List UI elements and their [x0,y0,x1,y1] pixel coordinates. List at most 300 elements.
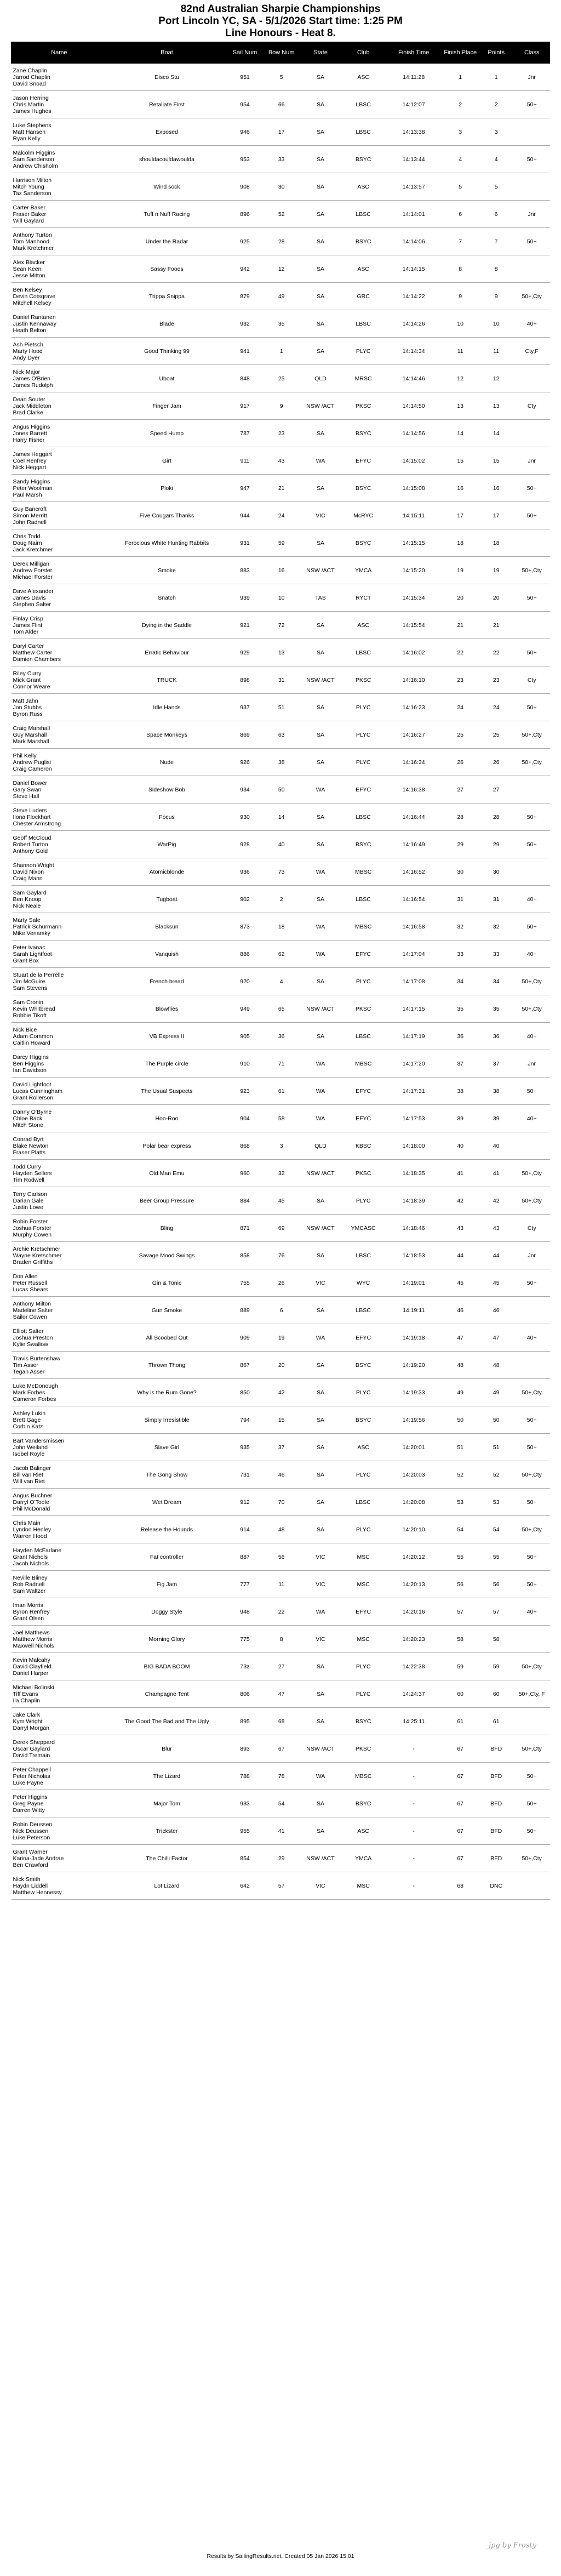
table-row [12,64,550,91]
crew-name: David Snoad [13,80,46,87]
finish-time-cell: - [385,1790,442,1817]
sail-num-cell: 731 [227,1461,264,1489]
state-cell: WA [300,1598,341,1626]
table-row [12,1872,550,1900]
state-cell: SA [300,612,341,639]
bow-num-cell: 78 [263,1763,300,1790]
class-cell: 40+ [514,941,550,968]
boat-cell: Atomicblonde [107,858,226,886]
boat-cell: Trippa Snippa [107,283,226,310]
crew-name: David Lightfoot [13,1081,51,1088]
finish-time-cell: 14:15:34 [385,584,442,612]
finish-time-cell: 14:20:16 [385,1598,442,1626]
crew-name: Jake Clark [13,1711,41,1718]
crew-name: Daniel Bower [13,779,47,787]
crew-name: Jack Middleton [13,402,51,409]
crew-name: Caitlin Howard [13,1039,50,1046]
points-cell: 20 [479,584,514,612]
finish-place-cell: 60 [442,1680,479,1708]
finish-time-cell: 14:14:22 [385,283,442,310]
boat-cell: Erratic Behaviour [107,639,226,666]
bow-num-cell: 70 [263,1489,300,1516]
boat-cell: Thrown Thong [107,1352,226,1379]
bow-num-cell: 52 [263,201,300,228]
boat-cell: Polar bear express [107,1132,226,1160]
bow-num-cell: 62 [263,941,300,968]
sail-num-cell: 933 [227,1790,264,1817]
finish-time-cell: 14:15:15 [385,529,442,557]
points-cell: BFD [479,1845,514,1872]
club-cell: LBSC [341,1023,385,1050]
finish-place-cell: 24 [442,694,479,721]
state-cell: WA [300,1105,341,1132]
state-cell: SA [300,721,341,749]
finish-place-cell: 30 [442,858,479,886]
table-row [12,529,550,557]
crew-name: Dean Souter [13,396,45,403]
bow-num-cell: 48 [263,1516,300,1543]
points-cell: 49 [479,1379,514,1406]
class-cell: 50+ [514,146,550,173]
points-cell: BFD [479,1817,514,1845]
finish-place-cell: 58 [442,1626,479,1653]
crew-name: Lucas Shears [13,1286,48,1293]
class-cell: 50+,Cty [514,1516,550,1543]
crew-name: Jacob Nichols [13,1560,49,1567]
crew-name: Angus Higgins [13,423,50,430]
sail-num-cell: 896 [227,201,264,228]
class-cell: 50+,Cty [514,1461,550,1489]
sail-num-cell: 886 [227,941,264,968]
class-cell: 50+ [514,803,550,831]
crew-name: Mitch Stone [13,1121,43,1129]
table-row [12,1379,550,1406]
finish-place-cell: 68 [442,1872,479,1900]
finish-place-cell: 33 [442,941,479,968]
sail-num-cell: 951 [227,64,264,91]
crew-names-cell [12,1708,107,1735]
crew-name: Steve Hall [13,793,39,800]
crew-names-cell [12,1461,107,1489]
bow-num-cell: 11 [263,1571,300,1598]
crew-name: Lyndon Henley [13,1526,51,1533]
col-header-club: Club [341,42,385,64]
points-cell: 3 [479,118,514,146]
class-cell: 50+ [514,1434,550,1461]
club-cell: BSYC [341,1708,385,1735]
crew-names-cell [12,1516,107,1543]
class-cell [514,1132,550,1160]
finish-time-cell: - [385,1872,442,1900]
boat-cell: Savage Mood Swings [107,1242,226,1269]
crew-name: Zane Chaplin [13,67,47,74]
table-row [12,1187,550,1215]
finish-place-cell: 36 [442,1023,479,1050]
crew-name: Grant Olsen [13,1615,44,1622]
crew-name: Craig Marshall [13,725,50,732]
crew-name: Archie Kretschmer [13,1245,60,1252]
crew-names-cell [12,1352,107,1379]
boat-cell: Old Man Emu [107,1160,226,1187]
boat-cell: Snatch [107,584,226,612]
finish-time-cell: 14:12:07 [385,91,442,118]
bow-num-cell: 32 [263,1160,300,1187]
bow-num-cell: 3 [263,1132,300,1160]
results-body [12,64,550,1900]
crew-names-cell [12,1489,107,1516]
state-cell: WA [300,1763,341,1790]
crew-name: James Davis [13,594,46,601]
club-cell: YMCA [341,557,385,584]
club-cell: MBSC [341,858,385,886]
finish-time-cell: 14:17:04 [385,941,442,968]
club-cell: MBSC [341,913,385,941]
table-row [12,392,550,420]
finish-time-cell: 14:13:44 [385,146,442,173]
sail-num-cell: 755 [227,1269,264,1297]
crew-name: Matthew Carter [13,649,53,656]
points-cell: 57 [479,1598,514,1626]
boat-cell: Release the Hounds [107,1516,226,1543]
state-cell: SA [300,310,341,338]
finish-place-cell: 37 [442,1050,479,1078]
state-cell: SA [300,420,341,447]
crew-name: Geoff McCloud [13,834,51,841]
points-cell: 13 [479,392,514,420]
crew-name: Grant Nichols [13,1553,48,1560]
crew-name: Ash Pietsch [13,341,43,348]
state-cell: SA [300,1817,341,1845]
crew-names-cell [12,1132,107,1160]
crew-name: Harrison Milton [13,176,52,184]
boat-cell: Gin & Tonic [107,1269,226,1297]
crew-name: Daniel Rantanen [13,314,56,321]
points-cell: 28 [479,803,514,831]
state-cell: SA [300,831,341,858]
boat-cell: Slave Girl [107,1434,226,1461]
boat-cell: Exposed [107,118,226,146]
finish-place-cell: 40 [442,1132,479,1160]
boat-cell: Space Monkeys [107,721,226,749]
boat-cell: Tugboat [107,886,226,913]
boat-cell: Under the Radar [107,228,226,255]
finish-place-cell: 47 [442,1324,479,1352]
finish-time-cell: 14:14:56 [385,420,442,447]
bow-num-cell: 30 [263,173,300,201]
finish-place-cell: 55 [442,1543,479,1571]
points-cell: 23 [479,666,514,694]
sail-num-cell: 942 [227,255,264,283]
finish-time-cell: 14:17:19 [385,1023,442,1050]
points-cell: 47 [479,1324,514,1352]
crew-name: Nick Heggart [13,464,47,471]
class-cell: 50+,Cty [514,1160,550,1187]
crew-name: Oscar Gaylard [13,1745,50,1752]
club-cell: MSC [341,1571,385,1598]
bow-num-cell: 58 [263,1105,300,1132]
bow-num-cell: 38 [263,749,300,776]
finish-place-cell: 38 [442,1078,479,1105]
sail-num-cell: 941 [227,338,264,365]
sail-num-cell: 806 [227,1680,264,1708]
crew-name: Ilona Flockhart [13,813,51,820]
crew-name: Riley Curry [13,670,42,677]
bow-num-cell: 16 [263,557,300,584]
finish-place-cell: 50 [442,1406,479,1434]
club-cell: PLYC [341,338,385,365]
class-cell [514,255,550,283]
class-cell: 40+ [514,310,550,338]
class-cell: Cty [514,666,550,694]
table-row [12,1105,550,1132]
crew-names-cell [12,749,107,776]
crew-name: Stephen Salter [13,601,51,608]
finish-place-cell: 48 [442,1352,479,1379]
crew-names-cell [12,1078,107,1105]
finish-place-cell: 25 [442,721,479,749]
sail-num-cell: 926 [227,749,264,776]
finish-place-cell: 15 [442,447,479,475]
crew-name: Tim Asser [13,1361,38,1369]
boat-cell: Sideshow Bob [107,776,226,803]
crew-name: Sailor Cowen [13,1313,47,1320]
state-cell: SA [300,1708,341,1735]
club-cell: BSYC [341,1352,385,1379]
crew-name: Danny O'Byrne [13,1108,52,1115]
state-cell: SA [300,1434,341,1461]
finish-place-cell: 67 [442,1735,479,1763]
class-cell: 50+ [514,1269,550,1297]
club-cell: BSYC [341,475,385,502]
points-cell: 50 [479,1406,514,1434]
finish-place-cell: 57 [442,1598,479,1626]
state-cell: SA [300,886,341,913]
crew-names-cell [12,1023,107,1050]
table-row [12,1461,550,1489]
class-cell [514,776,550,803]
state-cell: SA [300,1187,341,1215]
state-cell: SA [300,968,341,995]
sail-num-cell: 909 [227,1324,264,1352]
event-subtitle: Port Lincoln YC, SA - 5/1/2026 Start time: 1:25 PM [158,15,403,27]
state-cell: SA [300,1379,341,1406]
table-row [12,118,550,146]
finish-place-cell: 11 [442,338,479,365]
sail-num-cell: 921 [227,612,264,639]
crew-name: Isobel Royle [13,1450,45,1457]
crew-name: Craig Mann [13,875,43,882]
state-cell: WA [300,1324,341,1352]
crew-name: Dave Alexander [13,588,54,595]
sail-num-cell: 934 [227,776,264,803]
state-cell: SA [300,529,341,557]
crew-names-cell [12,1571,107,1598]
crew-name: Jones Barrett [13,430,47,437]
crew-name: Greg Payne [13,1800,44,1807]
finish-place-cell: 34 [442,968,479,995]
club-cell: ASC [341,1817,385,1845]
club-cell: LBSC [341,639,385,666]
state-cell: SA [300,173,341,201]
points-cell: 53 [479,1489,514,1516]
table-row [12,338,550,365]
crew-names-cell [12,721,107,749]
bow-num-cell: 40 [263,831,300,858]
club-cell: PKSC [341,1735,385,1763]
crew-names-cell [12,831,107,858]
boat-cell: Gun Smoke [107,1297,226,1324]
points-cell: 37 [479,1050,514,1078]
boat-cell: Blowflies [107,995,226,1023]
sail-num-cell: 871 [227,1215,264,1242]
sail-num-cell: 884 [227,1187,264,1215]
points-cell: 55 [479,1543,514,1571]
crew-names-cell [12,1215,107,1242]
table-row [12,1297,550,1324]
finish-time-cell: 14:14:46 [385,365,442,392]
crew-name: Andrew Puglisi [13,759,51,766]
table-row [12,420,550,447]
class-cell: 50+,Cty [514,1845,550,1872]
crew-name: Heath Belton [13,327,47,334]
points-cell: 1 [479,64,514,91]
crew-name: Malcolm Higgins [13,149,55,156]
class-cell: 50+ [514,1817,550,1845]
heat-title: Line Honours - Heat 8. [225,27,336,39]
finish-time-cell: 14:16:49 [385,831,442,858]
finish-place-cell: 59 [442,1653,479,1680]
crew-name: Justin Lowe [13,1204,43,1211]
crew-name: Jarrod Chaplin [13,73,50,81]
points-cell: 44 [479,1242,514,1269]
crew-names-cell [12,913,107,941]
crew-names-cell [12,1626,107,1653]
sail-num-cell: 893 [227,1735,264,1763]
crew-name: Sam Sanderson [13,156,54,163]
crew-names-cell [12,1406,107,1434]
table-row [12,1680,550,1708]
finish-time-cell: 14:16:34 [385,749,442,776]
sail-num-cell: 642 [227,1872,264,1900]
points-cell: 42 [479,1187,514,1215]
boat-cell: The Purple circle [107,1050,226,1078]
state-cell: SA [300,1461,341,1489]
crew-name: Angus Buchner [13,1492,53,1499]
crew-name: Coel Renfrey [13,457,47,464]
state-cell: SA [300,338,341,365]
class-cell: 40+ [514,1324,550,1352]
class-cell: 50+ [514,1790,550,1817]
class-cell [514,173,550,201]
crew-name: Chris Main [13,1519,41,1526]
crew-names-cell [12,995,107,1023]
crew-name: Brett Gage [13,1416,41,1423]
crew-names-cell [12,228,107,255]
table-row [12,475,550,502]
crew-name: Kym Wright [13,1718,43,1725]
col-header-sail-num: Sail Num [227,42,264,64]
finish-place-cell: 53 [442,1489,479,1516]
table-row [12,1708,550,1735]
class-cell: 50+ [514,1571,550,1598]
boat-cell: Beer Group Pressure [107,1187,226,1215]
table-row [12,91,550,118]
crew-name: Robert Turton [13,841,48,848]
table-row [12,913,550,941]
finish-time-cell: 14:18:00 [385,1132,442,1160]
points-cell: 30 [479,858,514,886]
crew-name: Sandy Higgins [13,478,50,485]
finish-place-cell: 22 [442,639,479,666]
points-cell: 14 [479,420,514,447]
col-header-boat: Boat [107,42,226,64]
table-row [12,1516,550,1543]
points-cell: 7 [479,228,514,255]
crew-name: Carter Baker [13,204,46,211]
crew-name: Jim McGuire [13,978,45,985]
table-row [12,1598,550,1626]
bow-num-cell: 27 [263,1653,300,1680]
table-row [12,1653,550,1680]
sail-num-cell: 889 [227,1297,264,1324]
crew-names-cell [12,1160,107,1187]
club-cell: BSYC [341,146,385,173]
points-cell: 25 [479,721,514,749]
points-cell: 43 [479,1215,514,1242]
crew-name: Hayden Sellers [13,1170,52,1177]
crew-name: Ben Higgins [13,1060,44,1067]
col-header-name: Name [12,42,107,64]
points-cell: 61 [479,1708,514,1735]
crew-names-cell [12,968,107,995]
bow-num-cell: 43 [263,447,300,475]
crew-name: Devin Cotsgrave [13,293,56,300]
club-cell: LBSC [341,1297,385,1324]
crew-names-cell [12,584,107,612]
boat-cell: Ferocious White Hunting Rabbits [107,529,226,557]
crew-name: Alex Blacker [13,259,45,266]
bow-num-cell: 56 [263,1543,300,1571]
finish-time-cell: 14:18:53 [385,1242,442,1269]
crew-name: Andy Dyer [13,354,40,361]
finish-place-cell: 14 [442,420,479,447]
class-cell: 40+ [514,886,550,913]
class-cell: 50+,Cty [514,283,550,310]
sail-num-cell: 923 [227,1078,264,1105]
state-cell: SA [300,1406,341,1434]
state-cell: VIC [300,1626,341,1653]
points-cell: 12 [479,365,514,392]
crew-name: Luke McDonough [13,1382,58,1389]
finish-place-cell: 3 [442,118,479,146]
class-cell: 50+,Cty [514,968,550,995]
finish-place-cell: 49 [442,1379,479,1406]
crew-name: Karina-Jade Andrae [13,1855,64,1862]
crew-name: Ashley Lukin [13,1410,46,1417]
bow-num-cell: 71 [263,1050,300,1078]
crew-name: Michael Bolinski [13,1684,54,1691]
crew-names-cell [12,1269,107,1297]
state-cell: SA [300,475,341,502]
crew-name: James O'Brien [13,375,51,382]
club-cell: LBSC [341,1489,385,1516]
table-row [12,447,550,475]
class-cell: 50+,Cty [514,1379,550,1406]
boat-cell: Champagne Tent [107,1680,226,1708]
crew-names-cell [12,1598,107,1626]
state-cell: SA [300,749,341,776]
table-row [12,694,550,721]
